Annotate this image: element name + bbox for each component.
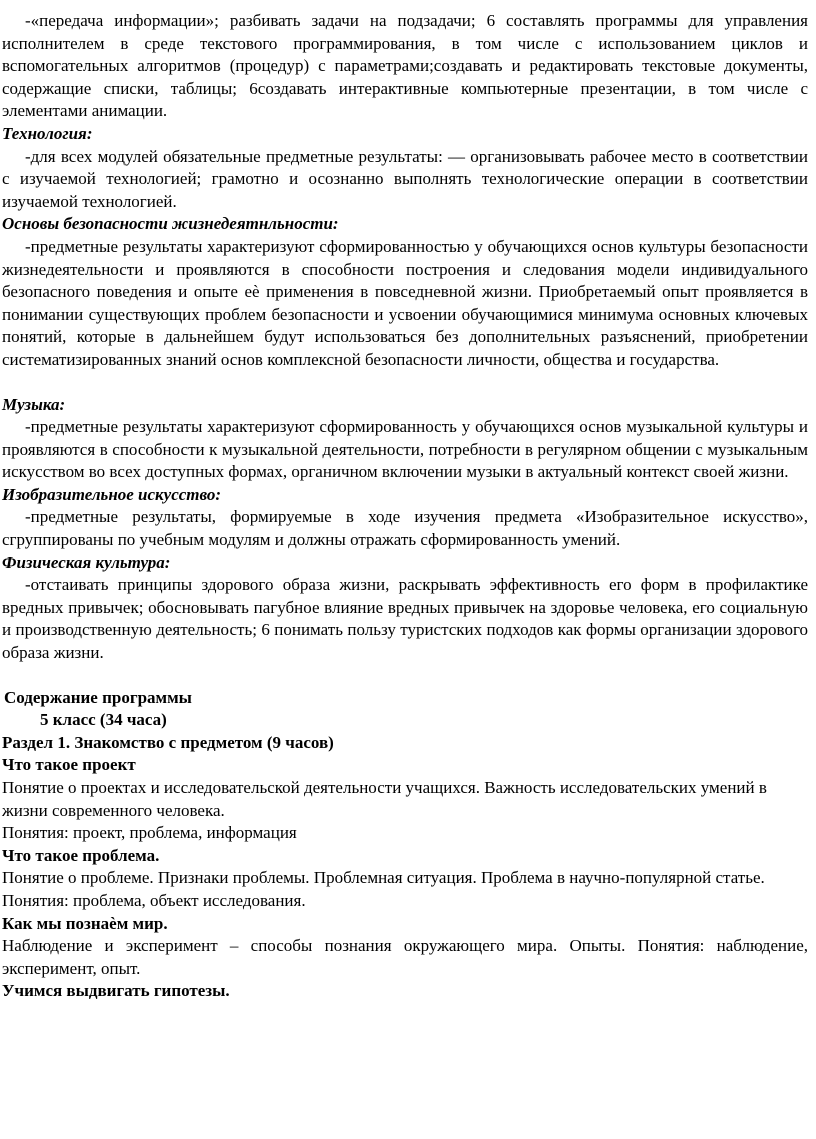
topic-1-text: Понятие о проектах и исследовательской деятельности учащихся. Важность исследовательских умений в жизни современного человека. <box>2 778 767 820</box>
section-1-title: Раздел 1. Знакомство с предметом (9 часов) <box>2 732 334 752</box>
physical-education-paragraph: -отстаивать принципы здорового образа жизни, раскрывать эффективность его форм в профилактике вредных привычек; обосновывать пагубное влияние вредных привычек на здоровье человека, его социальную и производственную деятельность; 6 понимать пользу туристских подходов как формы организации здорового образа жизни. <box>2 575 808 663</box>
topic-2-title: Что такое проблема. <box>2 845 160 865</box>
music-paragraph: -предметные результаты характеризуют сформированность у обучающихся основ музыкальной культуры и проявляются в способности к музыкальной деятельности, потребности в регулярном общении с музыкальным искусством во всех доступных формах, органичном включении музыки в актуальный контекст своей жизни. <box>2 417 808 482</box>
program-content-title: Содержание программы <box>4 687 192 707</box>
life-safety-heading: Основы безопасности жизнедеятнльности: <box>2 214 339 234</box>
grade-title: 5 класс (34 часа) <box>40 710 167 730</box>
technology-heading: Технология: <box>2 123 93 143</box>
topic-3-title: Как мы познаѐм мир. <box>2 913 168 933</box>
topic-2-concepts: Понятия: проблема, объект исследования. <box>2 890 306 910</box>
physical-education-heading: Физическая культура: <box>2 552 171 572</box>
topic-4-title: Учимся выдвигать гипотезы. <box>2 981 230 1001</box>
intro-paragraph: -«передача информации»; разбивать задачи на подзадачи; 6 составлять программы для управления исполнителем в среде текстового программирования, в том числе с использованием циклов и вспомогательных алгоритмов (процедур) с параметрами;создавать и редактировать текстовые документы, содержащие списки, таблицы; 6создавать интерактивные компьютерные презентации, в том числе с элементами анимации. <box>2 11 808 121</box>
topic-3-text: Наблюдение и эксперимент – способы познания окружающего мира. Опыты. Понятия: наблюдение, эксперимент, опыт. <box>2 936 808 978</box>
technology-paragraph: -для всех модулей обязательные предметные результаты: — организовывать рабочее место в соответствии с изучаемой технологией; грамотно и осознанно выполнять технологические операции в соответствии изучаемой технологией. <box>2 146 808 211</box>
topic-2-text: Понятие о проблеме. Признаки проблемы. Проблемная ситуация. Проблема в научно-популярной статье. <box>2 868 765 888</box>
life-safety-paragraph: -предметные результаты характеризуют сформированностью у обучающихся основ культуры безопасности жизнедеятельности и проявляются в способности построения и следования модели индивидуального безопасного поведения и опыте еѐ применения в повседневной жизни. Приобретаемый опыт проявляется в понимании существующих проблем безопасности и усвоении обучающимися минимума основных ключевых понятий, которые в дальнейшем будут использоваться без дополнительных разъяснений, приобретении систематизированных знаний основ комплексной безопасности личности, общества и государства. <box>2 236 808 369</box>
spacer <box>2 372 808 394</box>
fine-art-paragraph: -предметные результаты, формируемые в ходе изучения предмета «Изобразительное искусство», сгруппированы по учебным модулям и должны отражать сформированность умений. <box>2 507 808 550</box>
topic-1-concepts: Понятия: проект, проблема, информация <box>2 823 297 843</box>
music-heading: Музыка: <box>2 394 66 414</box>
spacer <box>2 665 808 687</box>
fine-art-heading: Изобразительное искусство: <box>2 484 222 504</box>
topic-1-title: Что такое проект <box>2 755 136 775</box>
